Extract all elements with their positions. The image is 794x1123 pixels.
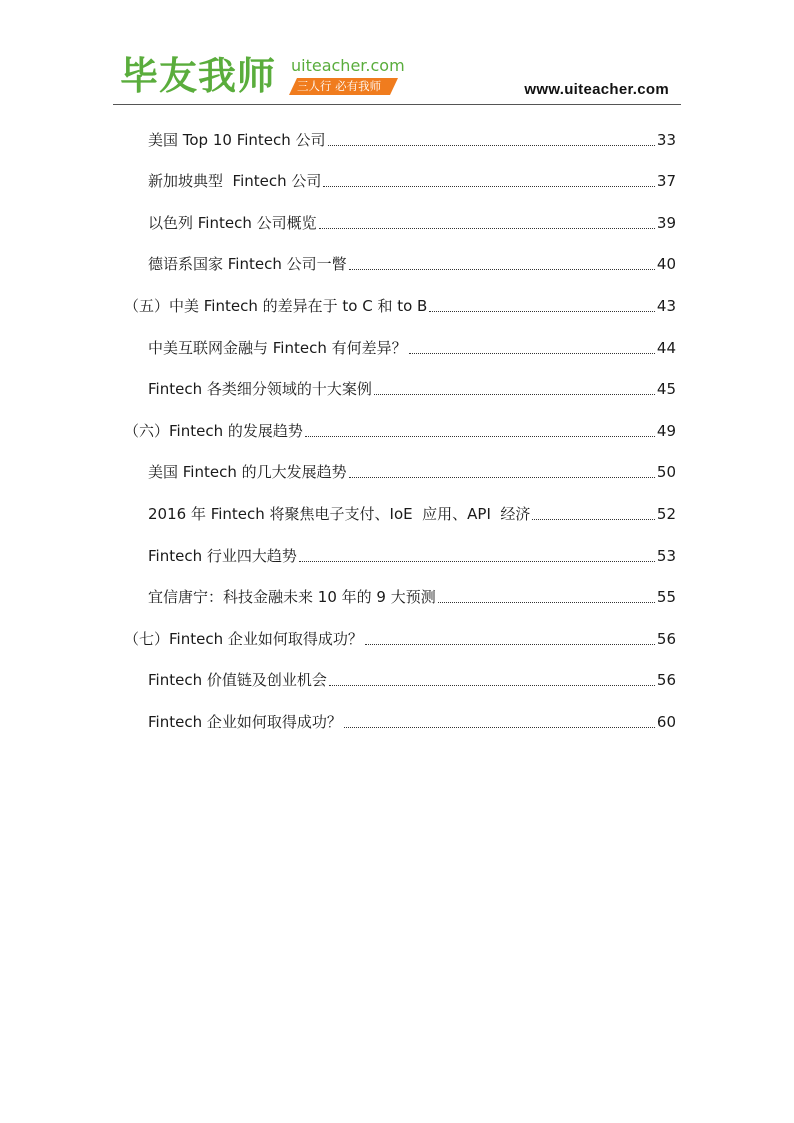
toc-entry-title: 新加坡典型 Fintech 公司: [148, 172, 322, 191]
toc-dot-leader: [349, 477, 655, 478]
toc-entry-title: 2016 年 Fintech 将聚焦电子支付、IoE 应用、API 经济: [148, 504, 531, 523]
toc-entry-title: Fintech 价值链及创业机会: [148, 671, 327, 690]
toc-entry[interactable]: [124, 487, 676, 529]
toc-entry-title: 德语系国家 Fintech 公司一瞥: [148, 255, 347, 274]
toc-dot-leader: [329, 685, 655, 686]
toc-entry-page: 56: [656, 629, 676, 648]
site-url: www.uiteacher.com: [524, 81, 669, 98]
toc-entry-page: 55: [656, 588, 676, 607]
toc-entry[interactable]: [124, 155, 676, 197]
toc-dot-leader: [305, 436, 655, 437]
toc-dot-leader: [323, 186, 655, 187]
toc-entry[interactable]: [124, 196, 676, 238]
toc-dot-leader: [374, 394, 655, 395]
toc-entry[interactable]: [124, 529, 676, 571]
toc-dot-leader: [532, 519, 654, 520]
toc-entry-title: 以色列 Fintech 公司概览: [148, 213, 317, 232]
page-header: [0, 0, 794, 110]
toc-entry-title: 宜信唐宁：科技金融未来 10 年的 9 大预测: [148, 588, 436, 607]
toc-dot-leader: [429, 311, 655, 312]
toc-entry-page: 43: [656, 296, 676, 315]
table-of-contents: [124, 113, 676, 737]
toc-dot-leader: [299, 561, 655, 562]
toc-entry-title: 美国 Top 10 Fintech 公司: [148, 130, 326, 149]
toc-dot-leader: [438, 602, 655, 603]
toc-entry-title: 美国 Fintech 的几大发展趋势: [148, 463, 347, 482]
toc-entry-page: 44: [656, 338, 676, 357]
toc-entry[interactable]: [124, 571, 676, 613]
toc-entry-page: 39: [656, 213, 676, 232]
toc-entry-page: 49: [656, 421, 676, 440]
toc-entry-page: 45: [656, 380, 676, 399]
toc-entry-page: 40: [656, 255, 676, 274]
logo-chinese: 毕友我师: [120, 54, 277, 98]
toc-entry-title: Fintech 行业四大趋势: [148, 546, 297, 565]
header-divider: [113, 104, 681, 105]
toc-dot-leader: [328, 145, 655, 146]
toc-entry-page: 52: [656, 504, 676, 523]
toc-entry-page: 60: [656, 712, 676, 731]
toc-entry-page: 56: [656, 671, 676, 690]
toc-entry[interactable]: [124, 113, 676, 155]
toc-dot-leader: [319, 228, 655, 229]
toc-entry[interactable]: [124, 238, 676, 280]
toc-entry-title: Fintech 各类细分领域的十大案例: [148, 380, 372, 399]
toc-entry-title: Fintech 企业如何取得成功？: [148, 712, 342, 731]
toc-entry[interactable]: [124, 695, 676, 737]
toc-entry[interactable]: [124, 363, 676, 405]
toc-entry-page: 37: [656, 172, 676, 191]
toc-entry[interactable]: [124, 404, 676, 446]
toc-dot-leader: [344, 727, 655, 728]
toc-entry-page: 50: [656, 463, 676, 482]
toc-entry-title: （七）Fintech 企业如何取得成功？: [124, 629, 363, 648]
toc-dot-leader: [365, 644, 655, 645]
toc-entry-page: 33: [656, 130, 676, 149]
toc-entry[interactable]: [124, 612, 676, 654]
toc-entry-page: 53: [656, 546, 676, 565]
logo-slogan: 三人行 必有我师: [297, 79, 382, 93]
toc-entry[interactable]: [124, 321, 676, 363]
toc-dot-leader: [349, 269, 655, 270]
toc-entry[interactable]: [124, 279, 676, 321]
toc-dot-leader: [409, 353, 655, 354]
toc-entry-title: 中美互联网金融与 Fintech 有何差异？: [148, 338, 407, 357]
toc-entry[interactable]: [124, 654, 676, 696]
toc-entry-title: （六）Fintech 的发展趋势: [124, 421, 303, 440]
toc-entry[interactable]: [124, 446, 676, 488]
logo-domain: uiteacher.com: [291, 56, 405, 75]
toc-entry-title: （五）中美 Fintech 的差异在于 to C 和 to B: [124, 296, 428, 315]
